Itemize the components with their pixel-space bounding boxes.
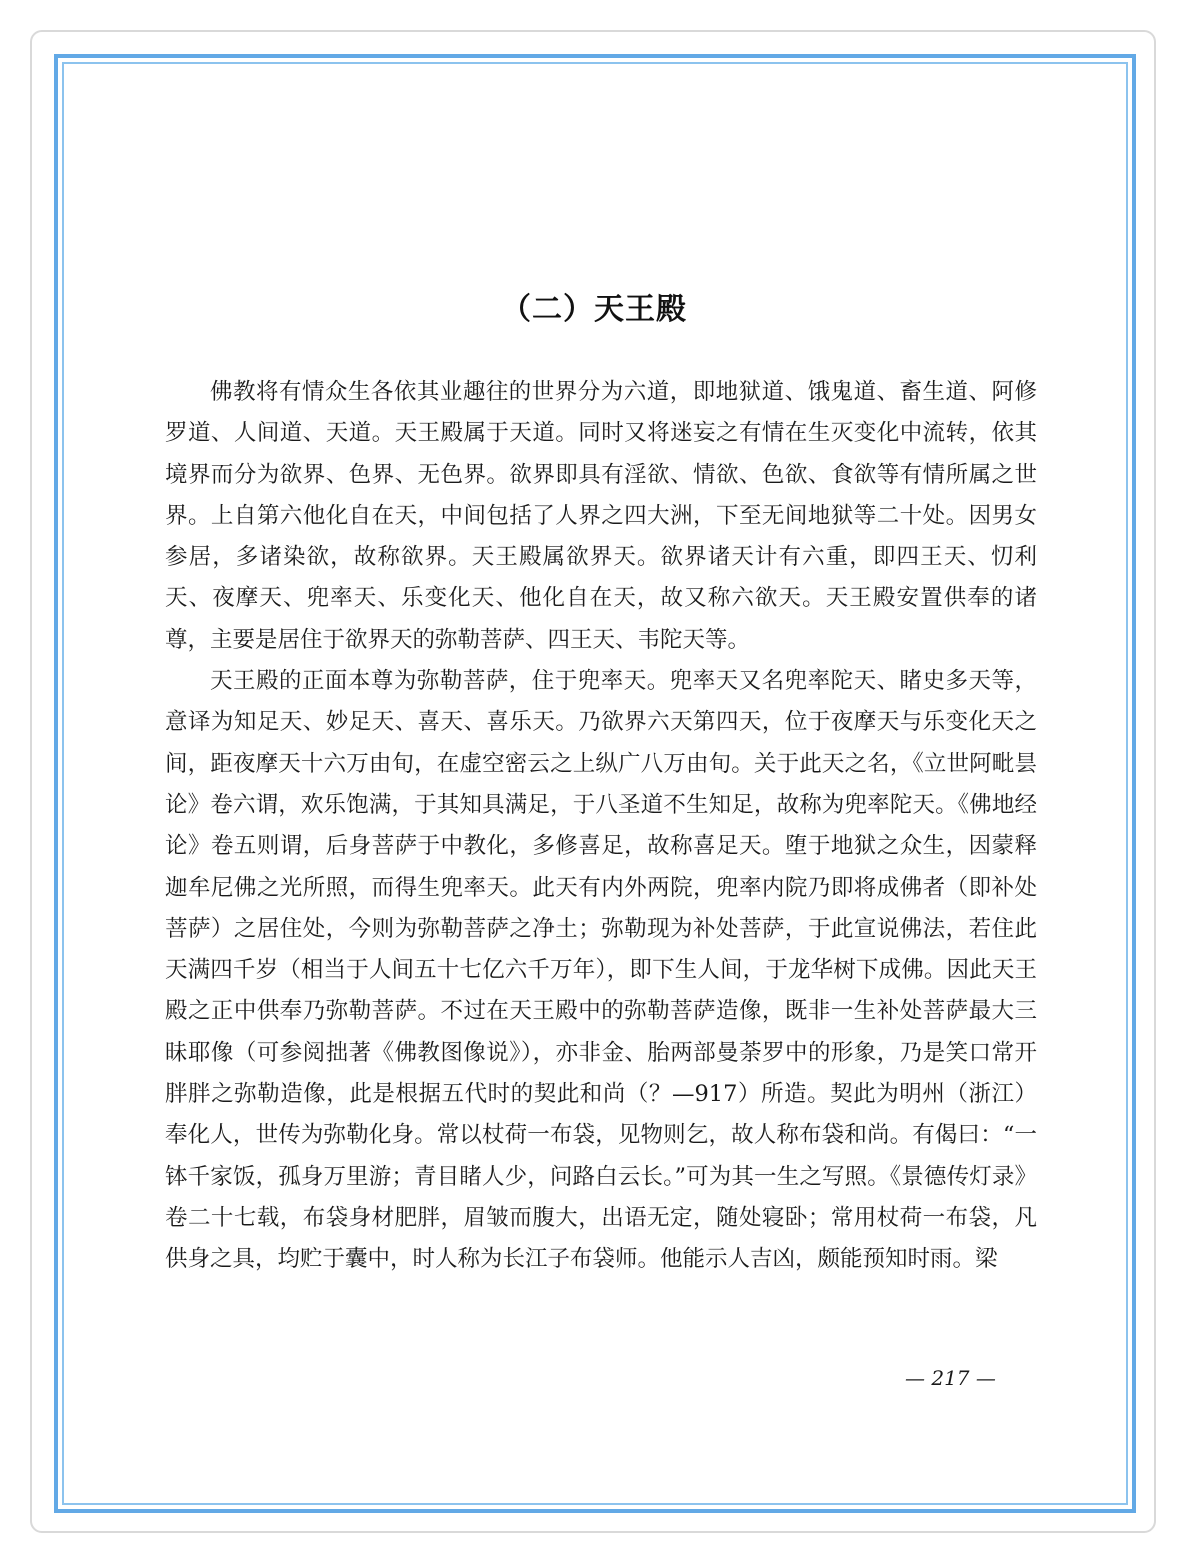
body-text — [165, 372, 1037, 1281]
paragraph: 天王殿的正面本尊为弥勒菩萨，住于兜率天。兜率天又名兜率陀天、睹史多天等，意译为知足天、妙足天、喜天、喜乐天。乃欲界六天第四天，位于夜摩天与乐变化天之间，距夜摩天十六万由旬，在虚空密云之上纵广八万由旬。关于此天之名，《立世阿毗昙论》卷六谓，欢乐饱满，于其知具满足，于八圣道不生知足，故称为兜率陀天。《佛地经论》卷五则谓，后身菩萨于中教化，多修喜足，故称喜足天。堕于地狱之众生，因蒙释迦牟尼佛之光所照，而得生兜率天。此天有内外两院，兜率内院乃即将成佛者（即补处菩萨）之居住处，今则为弥勒菩萨之净土；弥勒现为补处菩萨，于此宣说佛法，若住此天满四千岁（相当于人间五十七亿六千万年），即下生人间，于龙华树下成佛。因此天王殿之正中供奉乃弥勒菩萨。不过在天王殿中的弥勒菩萨造像，既非一生补处菩萨最大三昧耶像（可参阅拙著《佛教图像说》），亦非金、胎两部曼荼罗中的形象，乃是笑口常开胖胖之弥勒造像，此是根据五代时的契此和尚（？—917）所造。契此为明州（浙江）奉化人，世传为弥勒化身。常以杖荷一布袋，见物则乞，故人称布袋和尚。有偈曰：“一钵千家饭，孤身万里游；青目睹人少，问路白云长。”可为其一生之写照。《景德传灯录》卷二十七载，布袋身材肥胖，眉皱而腹大，出语无定，随处寝卧；常用杖荷一布袋，凡供身之具，均贮于囊中，时人称为长江子布袋师。他能示人吉凶，颇能预知时雨。梁 — [165, 668, 1037, 1273]
page-title: （二）天王殿 — [501, 292, 687, 327]
paragraph: 佛教将有情众生各依其业趣往的世界分为六道，即地狱道、饿鬼道、畜生道、阿修罗道、人间道、天道。天王殿属于天道。同时又将迷妄之有情在生灭变化中流转，依其境界而分为欲界、色界、无色界。欲界即具有淫欲、情欲、色欲、食欲等有情所属之世界。上自第六他化自在天，中间包括了人界之四大洲，下至无间地狱等二十处。因男女参居，多诸染欲，故称欲界。天王殿属欲界天。欲界诸天计有六重，即四王天、忉利天、夜摩天、兜率天、乐变化天、他化自在天，故又称六欲天。天王殿安置供奉的诸尊，主要是居住于欲界天的弥勒菩萨、四王天、韦陀天等。 — [165, 379, 1037, 653]
page-number: — 217 — — [905, 1366, 996, 1390]
